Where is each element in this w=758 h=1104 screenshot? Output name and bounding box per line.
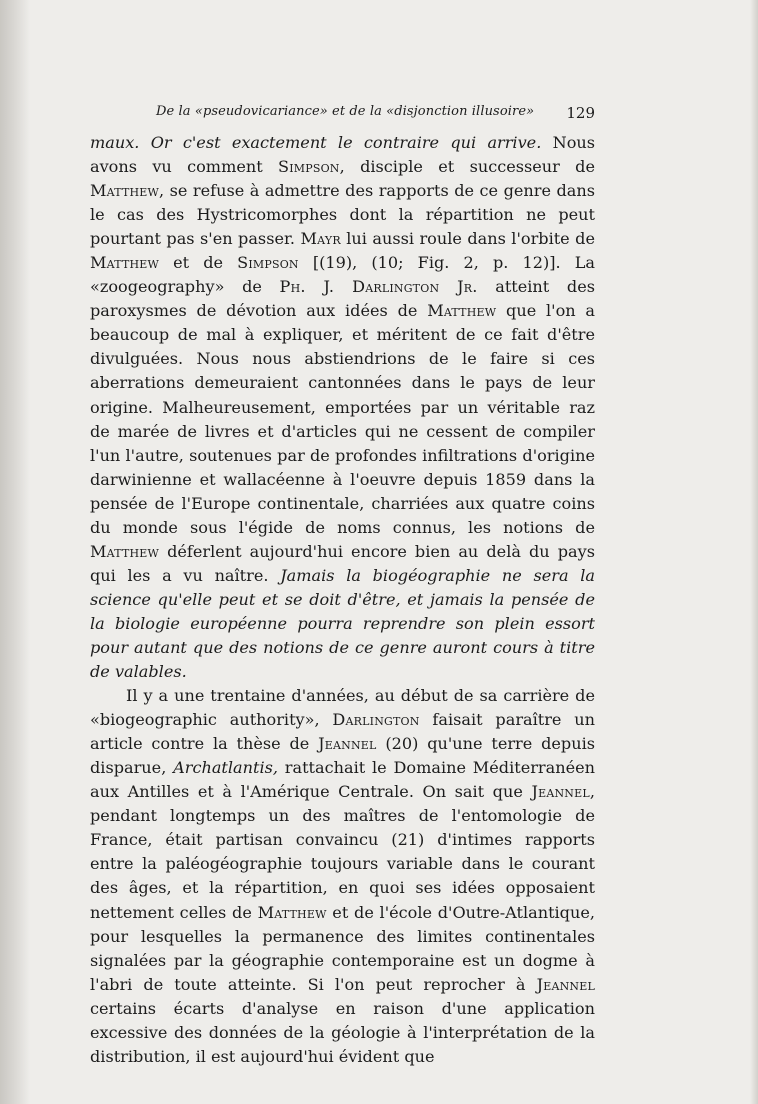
text-run: atteint des paroxysmes de dévotion aux idées de xyxy=(90,277,595,321)
text-run: Nous avons vu comment xyxy=(90,133,596,177)
text-run: lui aussi roule dans l'orbite de xyxy=(340,229,595,249)
running-title: De la «pseudovicariance» et de la «disjonction illusoire» xyxy=(156,104,535,119)
italic-phrase: maux. Or c'est exactement le contraire qui arrive. xyxy=(90,133,542,152)
author-name: Ph. J. Darlington Jr. xyxy=(279,277,478,297)
author-name: Matthew xyxy=(427,301,497,321)
author-name: Simpson xyxy=(278,157,340,177)
author-name: Jeannel xyxy=(318,734,377,754)
text-run: rattachait le Domaine Méditerranéen aux Antilles et à l'Amérique Centrale. On sait que xyxy=(90,758,596,802)
text-run: , se refuse à admettre des rapports de ce genre dans le cas des Hystricomorphes dont la répartition ne peut pourtant pas s'en passer. xyxy=(90,181,595,249)
book-spine-shadow xyxy=(0,0,30,1104)
author-name: Jeannel xyxy=(531,782,590,802)
page-number: 129 xyxy=(566,104,595,122)
paragraph-1 xyxy=(90,131,595,684)
author-name: Jeannel xyxy=(536,974,595,994)
author-name: Mayr xyxy=(300,229,341,249)
author-name: Matthew xyxy=(90,181,160,201)
paragraph-2 xyxy=(90,684,595,1069)
text-run: faisait paraître un article contre la thèse de xyxy=(90,710,595,754)
author-name: Matthew xyxy=(90,541,160,561)
text-run: certains écarts d'analyse en raison d'une application excessive des données de la géologie à l'interprétation de la distribution, il est aujourd'hui évident que xyxy=(90,998,595,1066)
author-name: Matthew xyxy=(90,253,160,273)
page-edge-shadow xyxy=(750,0,758,1104)
body-text xyxy=(90,131,595,1069)
italic-phrase: Archatlantis, xyxy=(173,758,278,778)
text-run: déferlent aujourd'hui encore bien au delà du pays qui les a vu naître. xyxy=(90,541,595,585)
text-run: , pendant longtemps un des maîtres de l'entomologie de France, était partisan convaincu (21) d'intimes rapports entre la paléogéographie toujours variable dans le courant des âges, et la répartition, en quoi ses idées opposaient nettement celles de xyxy=(90,782,595,922)
author-name: Simpson xyxy=(237,253,299,273)
text-run: (20) qu'une terre depuis disparue, xyxy=(90,734,595,778)
italic-phrase: Jamais la biogéographie ne sera la science qu'elle peut et se doit d'être, et jamais la pensée de la biologie européenne pourra reprendre son plein essort pour autant que des notions de ce genre auront cours à titre de valables. xyxy=(90,565,595,682)
text-run: et de xyxy=(159,253,238,273)
text-run: que l'on a beaucoup de mal à expliquer, et méritent de ce fait d'être divulguées. Nous nous abstiendrions de le faire si ces aberrations demeuraient cantonnées dans le pays de leur origine. Malheureusement, emportées par un véritable raz de marée de livres et d'articles qui ne cessent de compiler l'un l'autre, soutenues par de profondes infiltrations d'origine darwinienne et wallacéenne à l'oeuvre depuis 1859 dans la pensée de l'Europe continentale, charriées aux quatre coins du monde sous l'égide de noms connus, les notions de xyxy=(90,301,596,537)
author-name: Matthew xyxy=(257,902,327,922)
text-run: [(19), (10; Fig. 2, p. 12)]. La «zoogeography» de xyxy=(90,253,595,297)
author-name: Darlington xyxy=(332,710,420,730)
text-run: et de l'école d'Outre-Atlantique, pour lesquelles la permanence des limites continentales signalées par la géographie contemporaine est un dogme à l'abri de toute atteinte. Si l'on peut reprocher à xyxy=(90,902,595,994)
text-run: Il y a une trentaine d'années, au début de sa carrière de «biogeographic authority», xyxy=(90,686,595,730)
page-header xyxy=(90,104,595,126)
text-run: , disciple et successeur de xyxy=(339,157,595,177)
